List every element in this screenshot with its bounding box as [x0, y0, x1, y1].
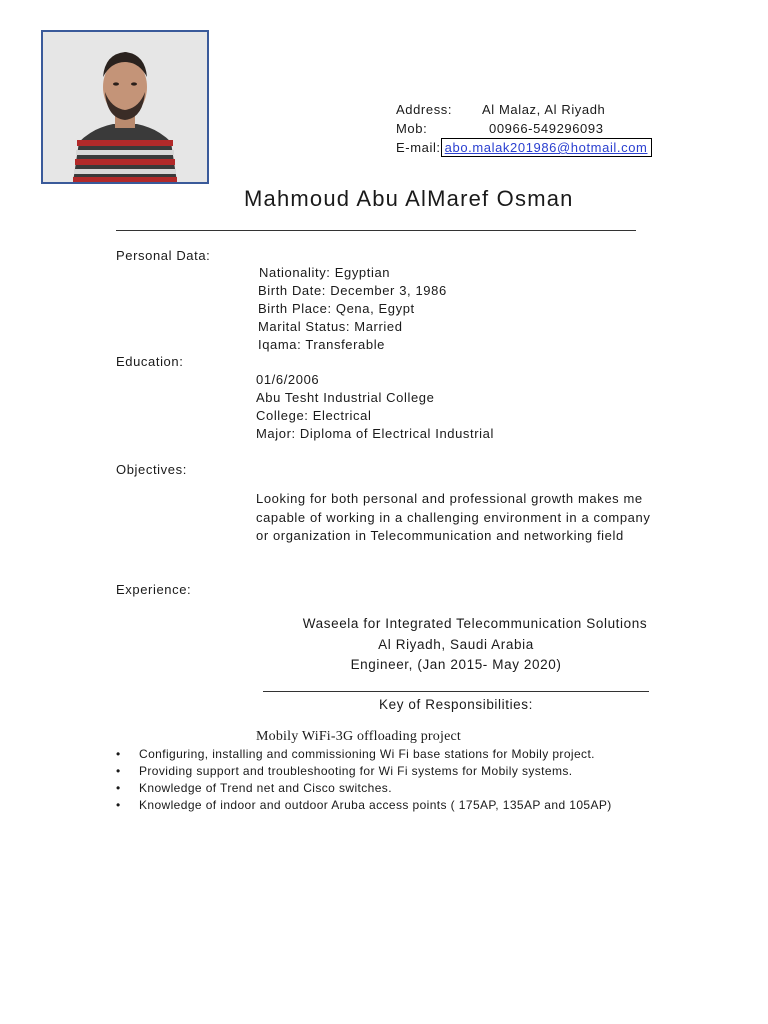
- education-major: Major: Diploma of Electrical Industrial: [256, 426, 494, 441]
- birth-date-line: Birth Date: December 3, 1986: [258, 283, 447, 298]
- iqama-line: Iqama: Transferable: [258, 337, 386, 352]
- list-item: • Knowledge of indoor and outdoor Aruba access points ( 175AP, 135AP and 105AP): [116, 797, 612, 814]
- experience-company: Waseela for Integrated Telecommunication Solutions: [302, 616, 648, 631]
- responsibilities-list: [116, 746, 612, 814]
- personal-data-heading: Personal Data:: [116, 248, 211, 263]
- mobile-row: [396, 119, 652, 138]
- list-item: • Providing support and troubleshooting for Wi Fi systems for Mobily systems.: [116, 763, 612, 780]
- education-institution: Abu Tesht Industrial College: [256, 390, 435, 405]
- experience-heading: Experience:: [116, 582, 192, 597]
- experience-role: Engineer, (Jan 2015- May 2020): [350, 657, 562, 672]
- candidate-name: Mahmoud Abu AlMaref Osman: [244, 186, 574, 211]
- responsibilities-heading: Key of Responsibilities:: [379, 697, 533, 712]
- profile-photo: [41, 30, 209, 184]
- experience-divider: [263, 691, 649, 692]
- objectives-line: or organization in Telecommunication and networking field: [256, 528, 624, 543]
- contact-block: [396, 100, 652, 157]
- objectives-heading: Objectives:: [116, 462, 187, 477]
- address-row: [396, 100, 652, 119]
- education-heading: Education:: [116, 354, 184, 369]
- mobile-value: 00966-549296093: [489, 121, 604, 136]
- email-label: E-mail:: [396, 140, 441, 155]
- name-divider: [116, 230, 636, 231]
- address-value: Al Malaz, Al Riyadh: [482, 102, 606, 117]
- education-college: College: Electrical: [256, 408, 372, 423]
- address-label: Address:: [396, 102, 453, 117]
- list-item: • Configuring, installing and commissioning Wi Fi base stations for Mobily project.: [116, 746, 612, 763]
- nationality-line: Nationality: Egyptian: [259, 265, 391, 280]
- list-item: • Knowledge of Trend net and Cisco switches.: [116, 780, 612, 797]
- mobile-label: Mob:: [396, 121, 428, 136]
- experience-location: Al Riyadh, Saudi Arabia: [378, 637, 534, 652]
- objectives-line: capable of working in a challenging environment in a company: [256, 510, 651, 525]
- email-link[interactable]: abo.malak201986@hotmail.com: [444, 140, 648, 155]
- education-date: 01/6/2006: [256, 372, 320, 387]
- person-portrait-icon: [43, 32, 207, 182]
- objectives-line: Looking for both personal and professional growth makes me: [256, 491, 643, 506]
- marital-status-line: Marital Status: Married: [258, 319, 403, 334]
- project-title: Mobily WiFi-3G offloading project: [256, 729, 461, 744]
- email-box: [441, 138, 652, 157]
- email-row: [396, 138, 652, 157]
- birth-place-line: Birth Place: Qena, Egypt: [258, 301, 415, 316]
